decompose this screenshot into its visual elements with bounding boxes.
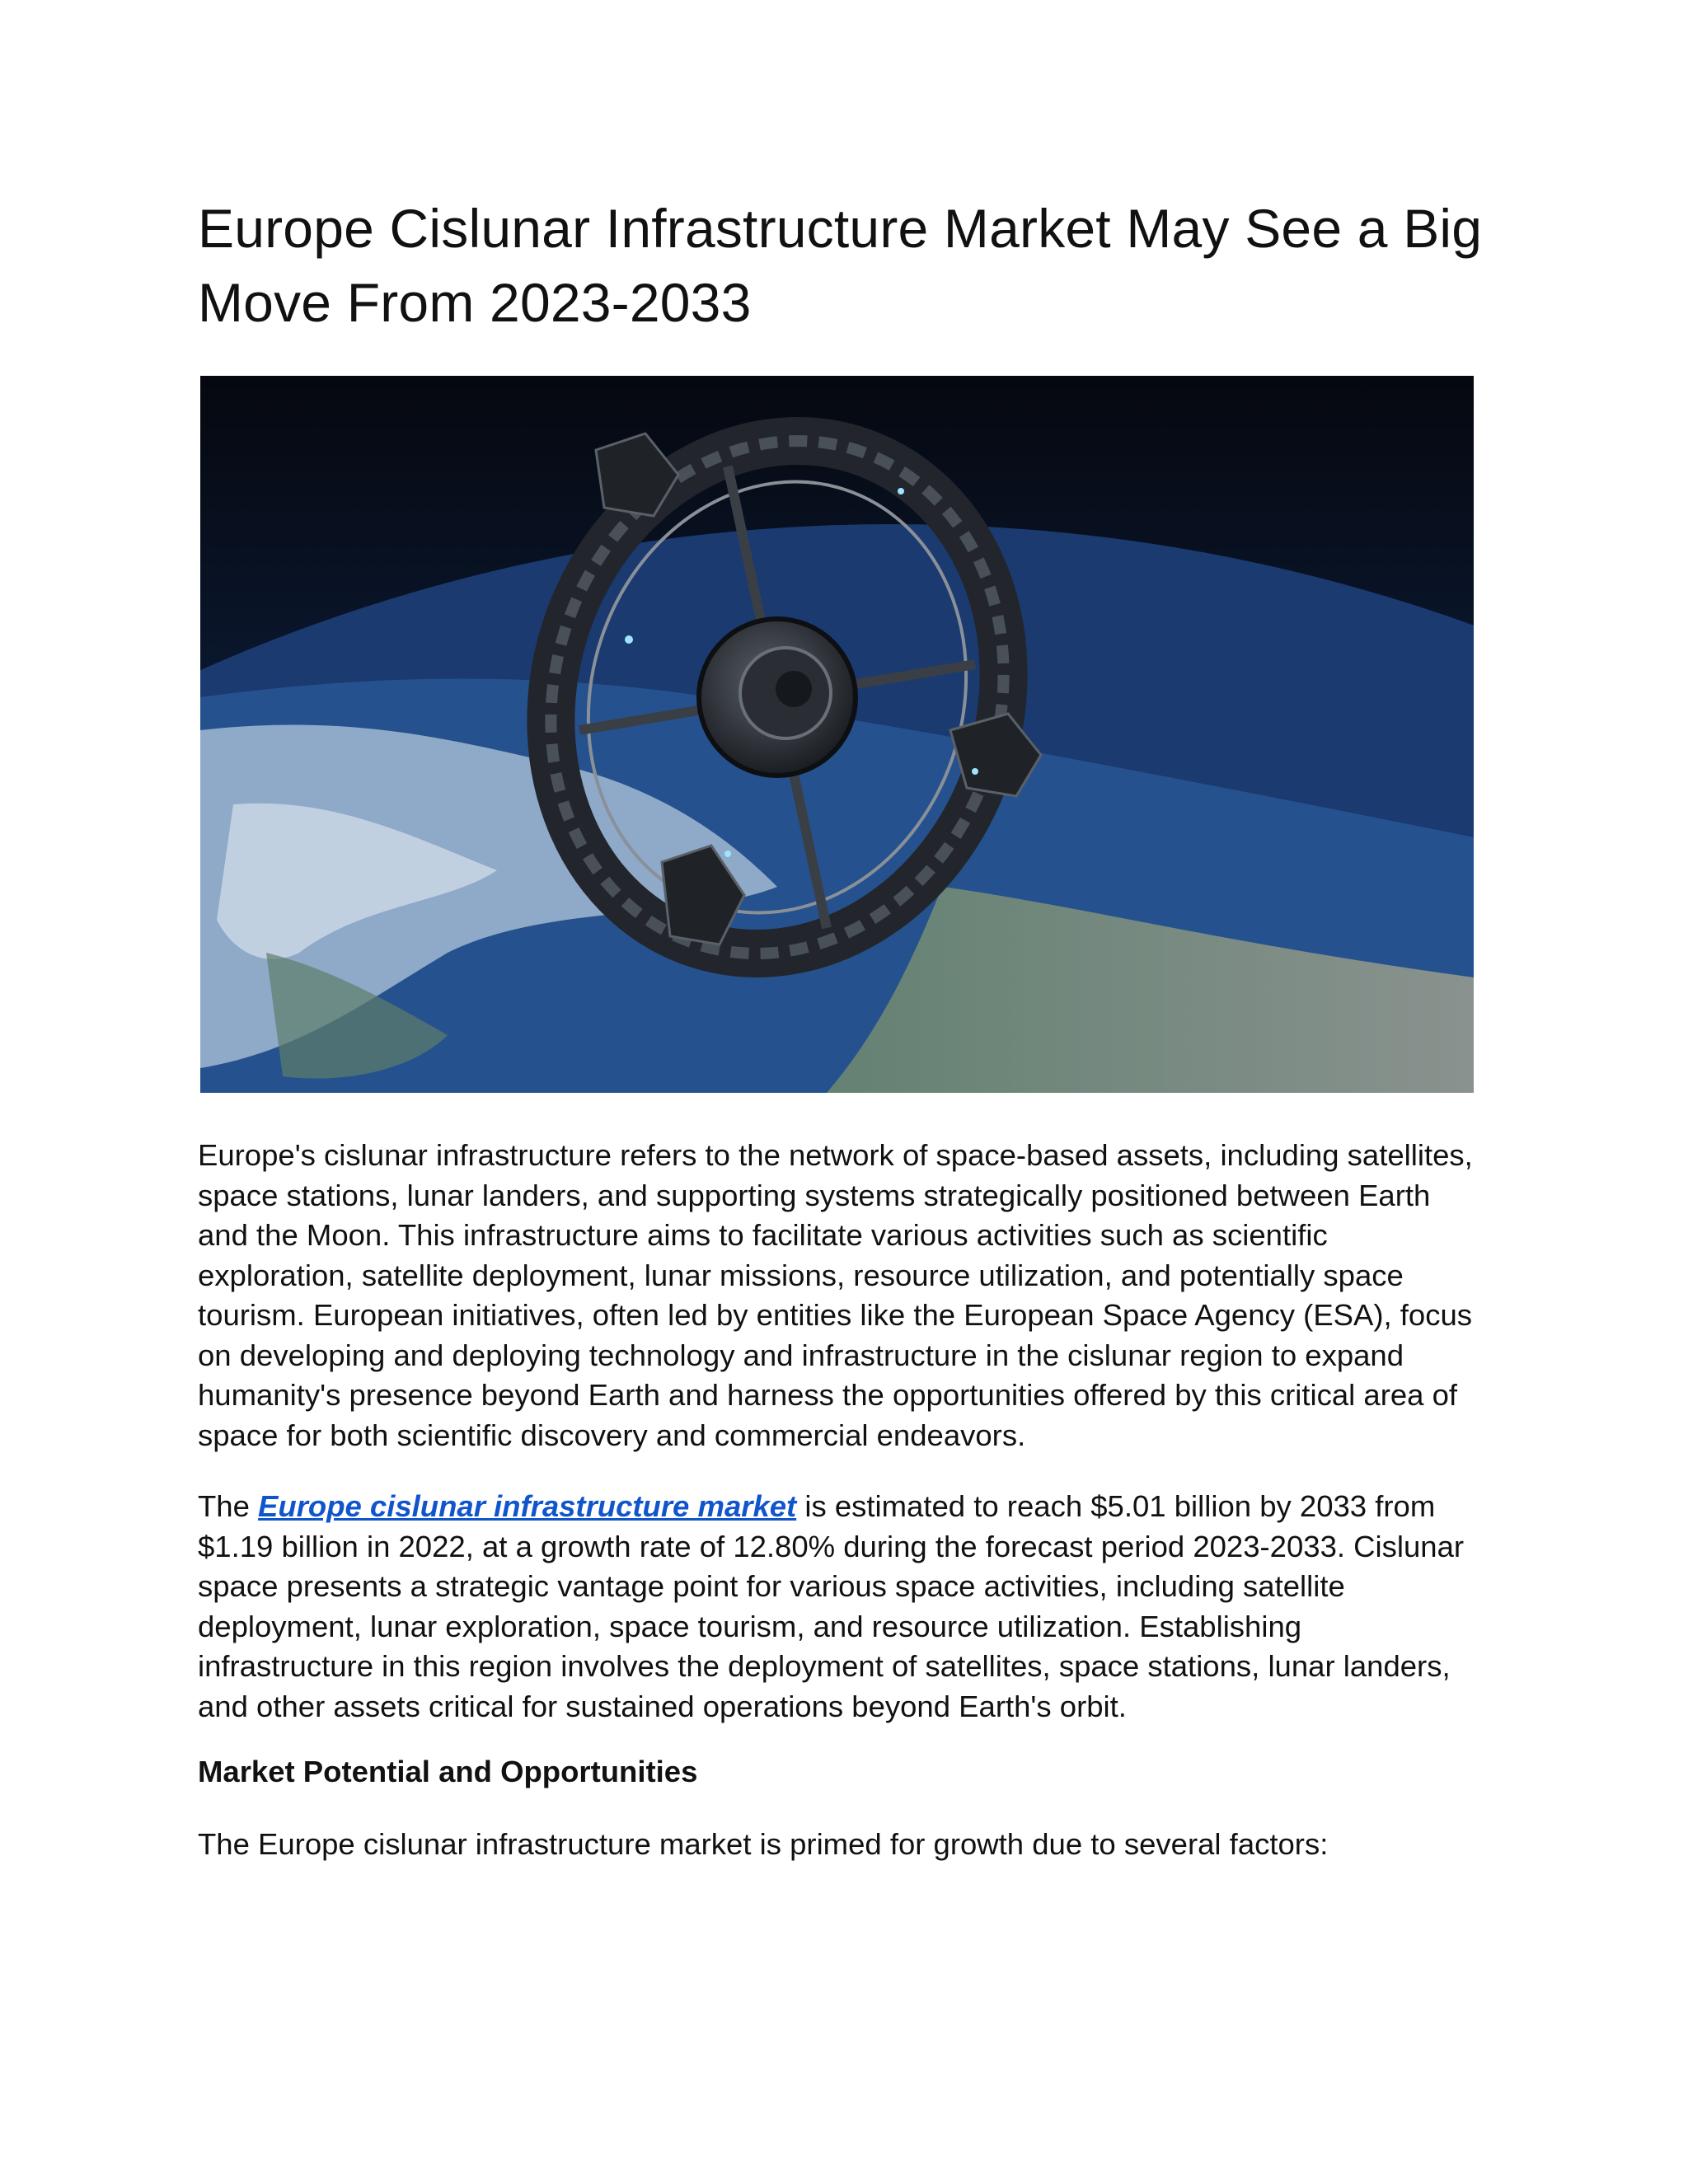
market-size-paragraph [198,1487,1484,1727]
intro-paragraph: Europe's cislunar infrastructure refers to the network of space-based assets, including satellites, space stations, lunar landers, and supporting systems strategically positioned between Earth and the Moon. This infrastructure aims to facilitate various activities such as scientific exploration, satellite deployment, lunar missions, resource utilization, and potentially space tourism. European initiatives, often led by entities like the European Space Agency (ESA), focus on developing and deploying technology and infrastructure in the cislunar region to expand humanity's presence beyond Earth and harness the opportunities offered by this critical area of space for both scientific discovery and commercial endeavors. [198,1138,1473,1452]
space-station-over-earth-image [200,376,1474,1093]
market-size-text: is estimated to reach $5.01 billion by 2033 from $1.19 billion in 2022, at a growth rate of 12.80% during the forecast period 2023-2033. Cislunar space presents a strategic vantage point for various space activities, including satellite deployment, lunar exploration, space tourism, and resource utilization. Establishing infrastructure in this region involves the deployment of satellites, space stations, lunar landers, and other assets critical for sustained operations beyond Earth's orbit. [198,1489,1465,1723]
market-size-prefix: The [198,1489,259,1523]
section-heading: Market Potential and Opportunities [198,1755,698,1788]
page-title: Europe Cislunar Infrastructure Market May See a Big Move From 2023-2033 [198,198,1483,333]
growth-factors-paragraph: The Europe cislunar infrastructure market is primed for growth due to several factors: [198,1827,1329,1861]
hero-image [200,376,1474,1093]
market-report-link[interactable]: Europe cislunar infrastructure market [258,1489,797,1523]
